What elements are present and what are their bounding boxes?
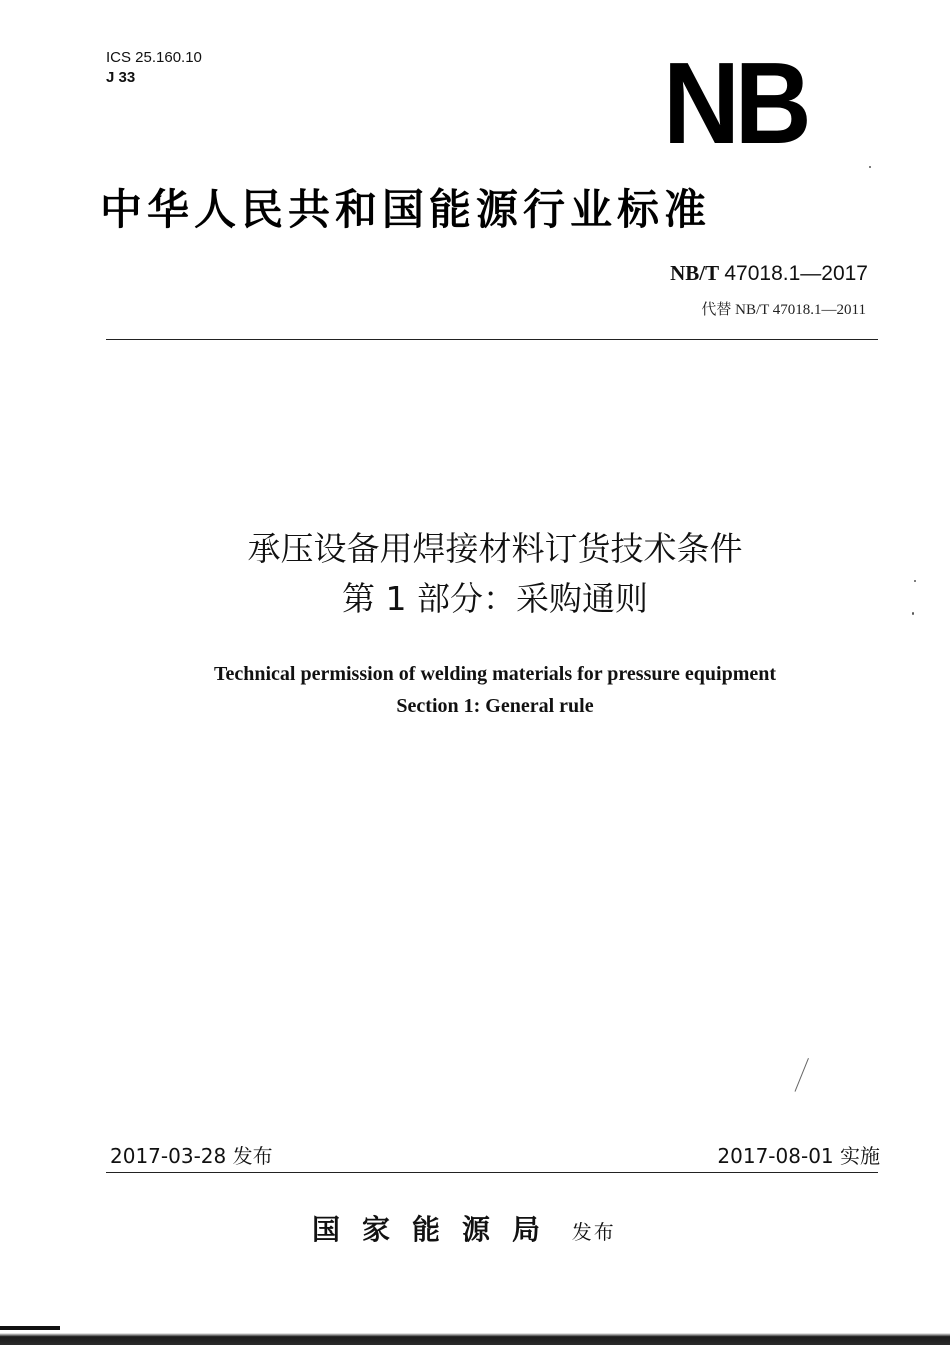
standard-number-value: 47018.1—2017 [724,262,868,285]
dates-divider [106,1172,878,1173]
document-title-chinese [0,524,950,624]
ics-code: ICS 25.160.10 [106,49,202,66]
nb-logo: NB [663,38,807,168]
publisher-name: 国家能源局 [312,1213,563,1246]
scan-speck [912,612,914,615]
effective-date: 2017-08-01 实施 [717,1144,880,1168]
title-en-line-1: Technical permission of welding materials for pressure equipment [213,663,777,685]
scan-speck [869,166,871,168]
issue-date: 2017-03-28 发布 [110,1144,273,1168]
scan-scratch-mark [795,1058,809,1092]
standard-number-prefix: NB/T [670,261,720,285]
publisher-verb: 发布 [571,1220,616,1244]
replaces-standard: 代替 NB/T 47018.1—2011 [701,302,866,318]
title-cn-line-2: 第 1 部分：采购通则 [342,579,648,618]
classification-codes [106,48,202,88]
scan-speck [914,580,916,582]
title-cn-line-1: 承压设备用焊接材料订货技术条件 [247,529,743,568]
ccs-code: J 33 [106,69,136,86]
standard-number [670,258,868,289]
document-title-english [0,658,950,722]
scan-edge-bottom [0,1330,950,1345]
publisher [312,1210,616,1252]
header-divider [106,339,878,340]
standard-category-title: 中华人民共和国能源行业标准 [100,185,712,234]
title-en-line-2: Section 1: General rule [396,695,594,717]
